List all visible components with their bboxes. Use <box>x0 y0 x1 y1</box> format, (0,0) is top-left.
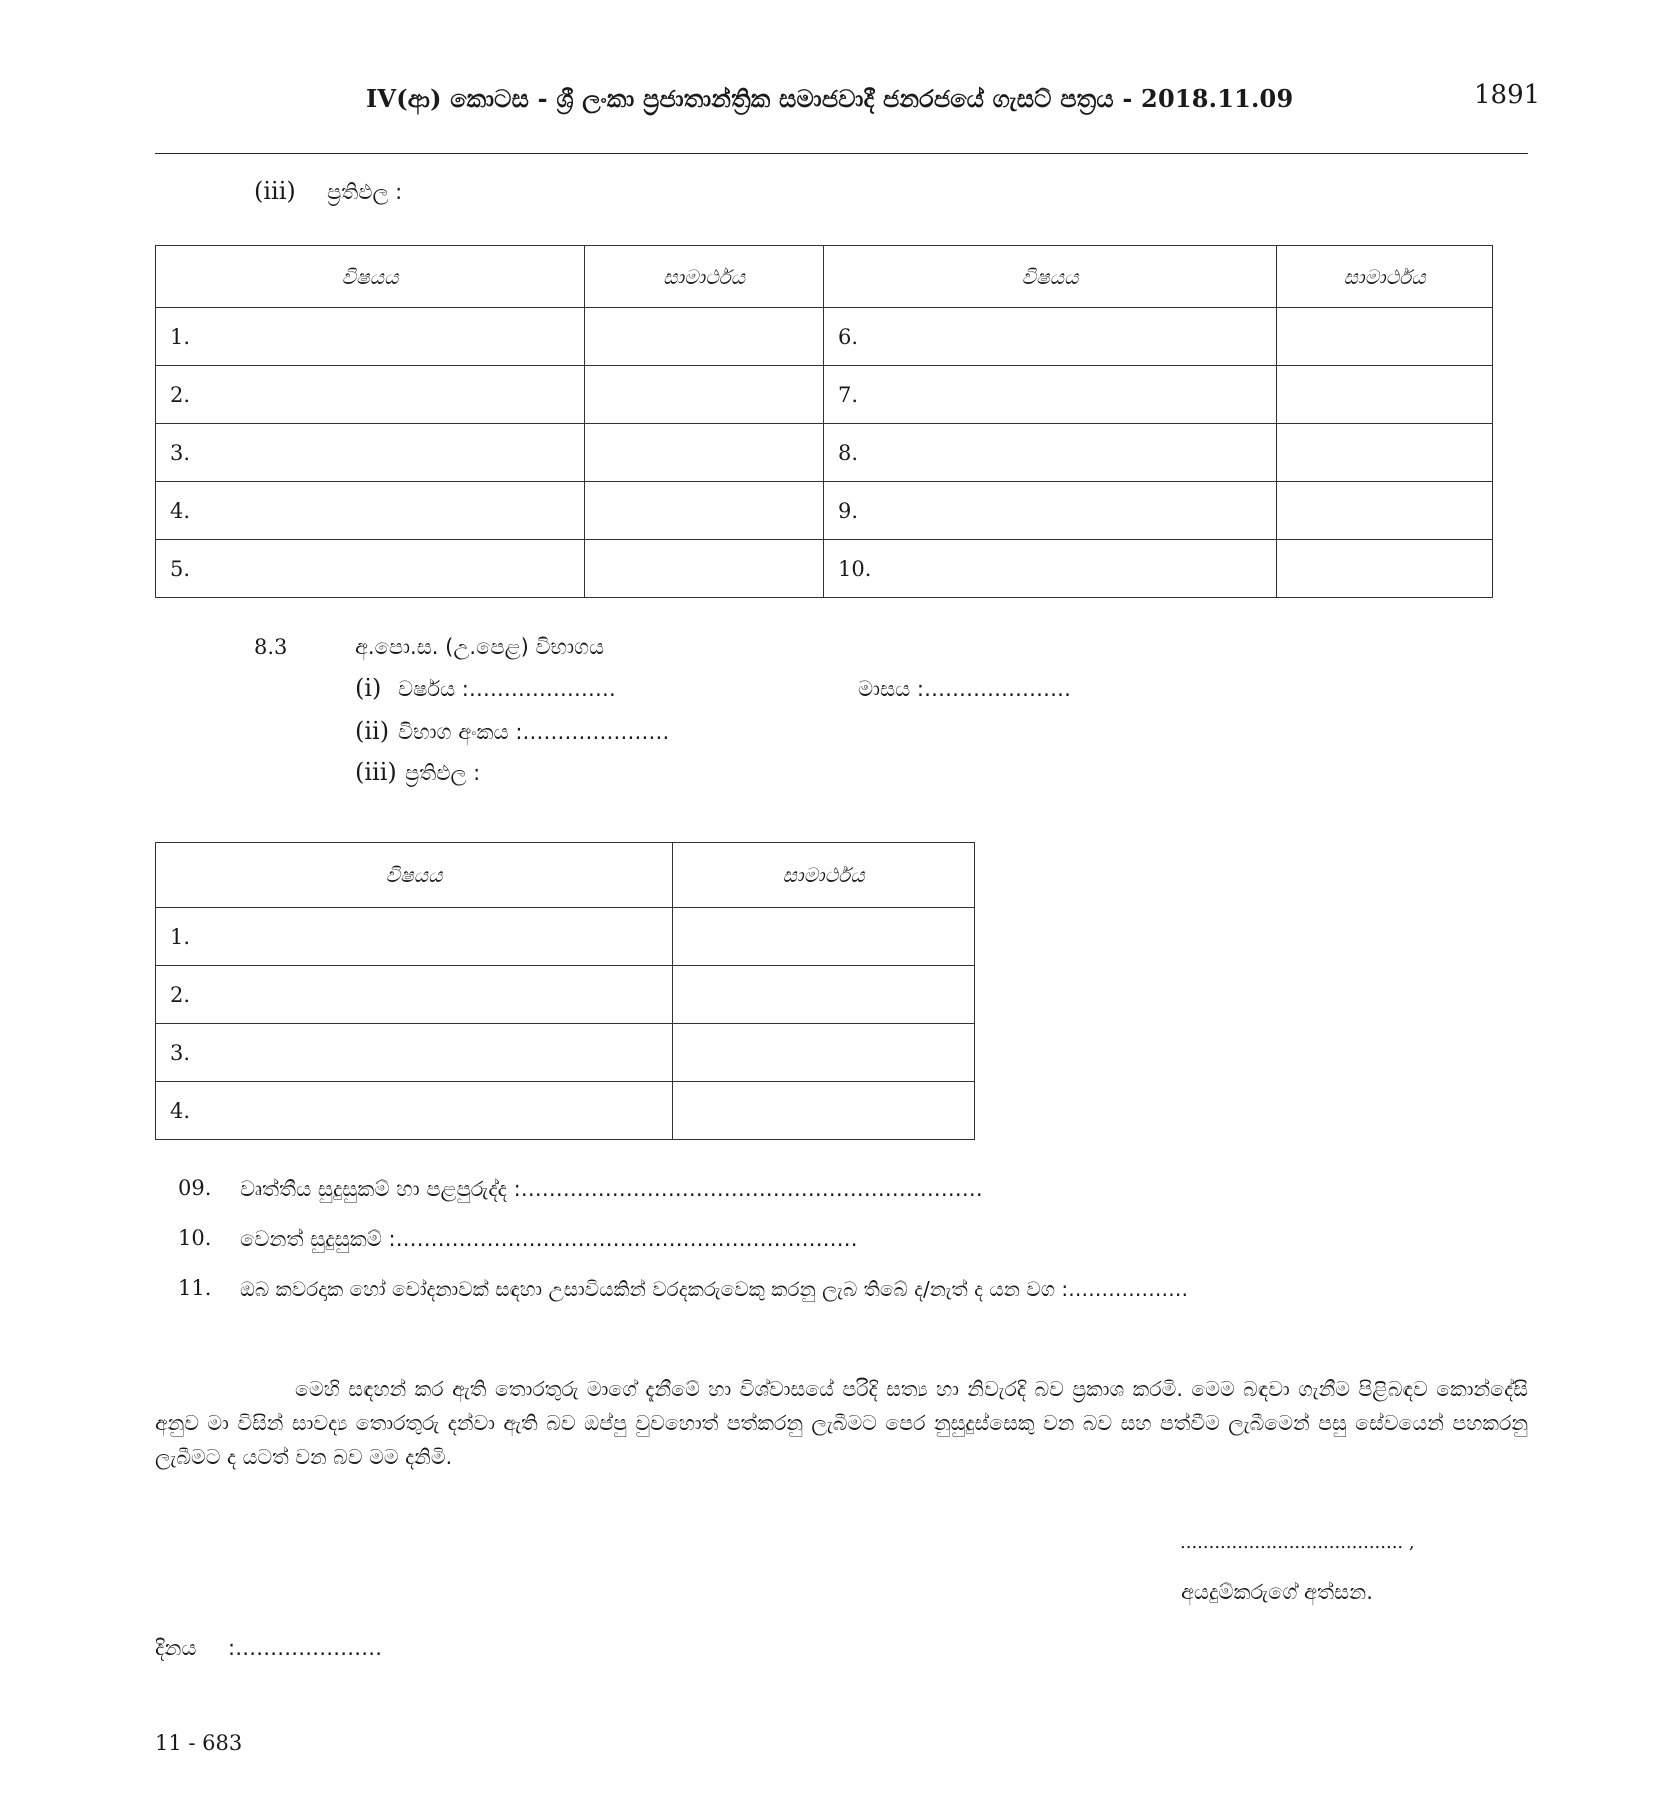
grade-cell[interactable] <box>1277 308 1493 366</box>
table-row <box>156 366 1493 424</box>
table-header-row <box>156 843 975 908</box>
grade-cell[interactable] <box>673 908 975 966</box>
item-number: 10. <box>178 1226 212 1250</box>
grade-cell[interactable] <box>585 482 824 540</box>
results-label: ප්‍රතිඵල : <box>405 761 481 785</box>
index-item-number: (ii) <box>355 717 390 745</box>
grade-cell[interactable] <box>585 540 824 598</box>
subject-cell[interactable]: 5. <box>156 540 585 598</box>
header-rule <box>155 153 1528 154</box>
grade-cell[interactable] <box>1277 482 1493 540</box>
section-number: 8.3 <box>254 635 288 659</box>
grade-cell[interactable] <box>673 966 975 1024</box>
column-header-grade: සාමාර්ථය <box>673 843 975 908</box>
column-header-grade: සාමාර්ථය <box>585 246 824 308</box>
table-row <box>156 1024 975 1082</box>
declaration-paragraph <box>155 1372 1528 1474</box>
other-qualifications-field[interactable]: වෙනත් සුදුසුකම් :………………………………………………………… <box>240 1227 858 1251</box>
grade-cell[interactable] <box>673 1082 975 1140</box>
results-label: ප්‍රතිඵල : <box>327 180 403 204</box>
results-item-number: (iii) <box>254 177 296 205</box>
table-row <box>156 424 1493 482</box>
item-number: 11. <box>178 1276 212 1300</box>
grade-cell[interactable] <box>1277 366 1493 424</box>
conviction-question-field[interactable]: ඔබ කවරදාක හෝ චෝදනාවක් සඳහා උසාවියකින් වරදකරුවෙකු කරනු ලැබ තිබේ ද/නැත් ද යන වග :……………… <box>240 1277 1189 1301</box>
table-row <box>156 908 975 966</box>
subject-cell[interactable]: 1. <box>156 908 673 966</box>
subject-cell[interactable]: 8. <box>824 424 1277 482</box>
subject-cell[interactable]: 7. <box>824 366 1277 424</box>
date-field[interactable]: :………………… <box>228 1636 383 1660</box>
signature-label: අයදුම්කරුගේ අත්සන. <box>1181 1580 1373 1604</box>
grade-cell[interactable] <box>585 308 824 366</box>
column-header-subject: විෂයය <box>156 246 585 308</box>
professional-qualifications-field[interactable]: වෘත්තීය සුදුසුකම් හා පළපුරුද්ද :………………………………………………………… <box>240 1177 983 1201</box>
grade-cell[interactable] <box>1277 424 1493 482</box>
subject-cell[interactable]: 3. <box>156 424 585 482</box>
table-header-row <box>156 246 1493 308</box>
item-number: 09. <box>178 1176 212 1200</box>
year-field[interactable]: වර්ෂය :………………… <box>398 677 616 701</box>
subject-cell[interactable]: 4. <box>156 482 585 540</box>
grade-cell[interactable] <box>585 366 824 424</box>
results-table-ol <box>155 245 1493 598</box>
grade-cell[interactable] <box>585 424 824 482</box>
column-header-subject: විෂයය <box>824 246 1277 308</box>
table-row <box>156 308 1493 366</box>
table-row <box>156 540 1493 598</box>
subject-cell[interactable]: 1. <box>156 308 585 366</box>
results-table-al <box>155 842 975 1140</box>
table-row <box>156 482 1493 540</box>
year-item-number: (i) <box>355 674 382 702</box>
grade-cell[interactable] <box>673 1024 975 1082</box>
subject-cell[interactable]: 4. <box>156 1082 673 1140</box>
table-row <box>156 966 975 1024</box>
subject-cell[interactable]: 2. <box>156 966 673 1024</box>
date-label: දිනය <box>155 1636 197 1660</box>
table-row <box>156 1082 975 1140</box>
column-header-grade: සාමාර්ථය <box>1277 246 1493 308</box>
signature-line[interactable]: ....................................... , <box>1180 1532 1415 1553</box>
footer-code: 11 - 683 <box>155 1731 243 1755</box>
subject-cell[interactable]: 10. <box>824 540 1277 598</box>
results-item-number: (iii) <box>355 758 397 786</box>
month-field[interactable]: මාසය :………………… <box>858 677 1071 701</box>
column-header-subject: විෂයය <box>156 843 673 908</box>
declaration-text: මෙහි සඳහන් කර ඇති තොරතුරු මාගේ දැනීමේ හා විශ්වාසයේ පරිදි සත්‍ය හා නිවැරදි බව ප්‍රකාශ කරමි. මෙම බඳවා ගැනීම පිළිබඳව කොන්දේසි අනුව මා විසින් සාවද්‍ය තොරතුරු දන්වා ඇති බව ඔප්පු වුවහොත් පත්කරනු ලැබීමට පෙර නුසුදුස්සෙකු වන බව සහ පත්වීම ලැබීමෙන් පසු සේවයෙන් පහකරනු ලැබීමට ද යටත් වන බව මම දනිමි. <box>155 1377 1528 1469</box>
gazette-header-title: IV(ආ) කොටස - ශ්‍රී ලංකා ප්‍රජාතාන්ත්‍රික සමාජවාදී ජනරජයේ ගැසට් පත්‍රය - 2018.11.09 <box>366 84 1294 113</box>
subject-cell[interactable]: 6. <box>824 308 1277 366</box>
subject-cell[interactable]: 3. <box>156 1024 673 1082</box>
page-number: 1891 <box>1474 80 1541 110</box>
index-number-field[interactable]: විභාග අංකය :………………… <box>398 720 670 744</box>
subject-cell[interactable]: 2. <box>156 366 585 424</box>
grade-cell[interactable] <box>1277 540 1493 598</box>
subject-cell[interactable]: 9. <box>824 482 1277 540</box>
section-title: අ.පො.ස. (උ.පෙළ) විභාගය <box>355 635 605 659</box>
